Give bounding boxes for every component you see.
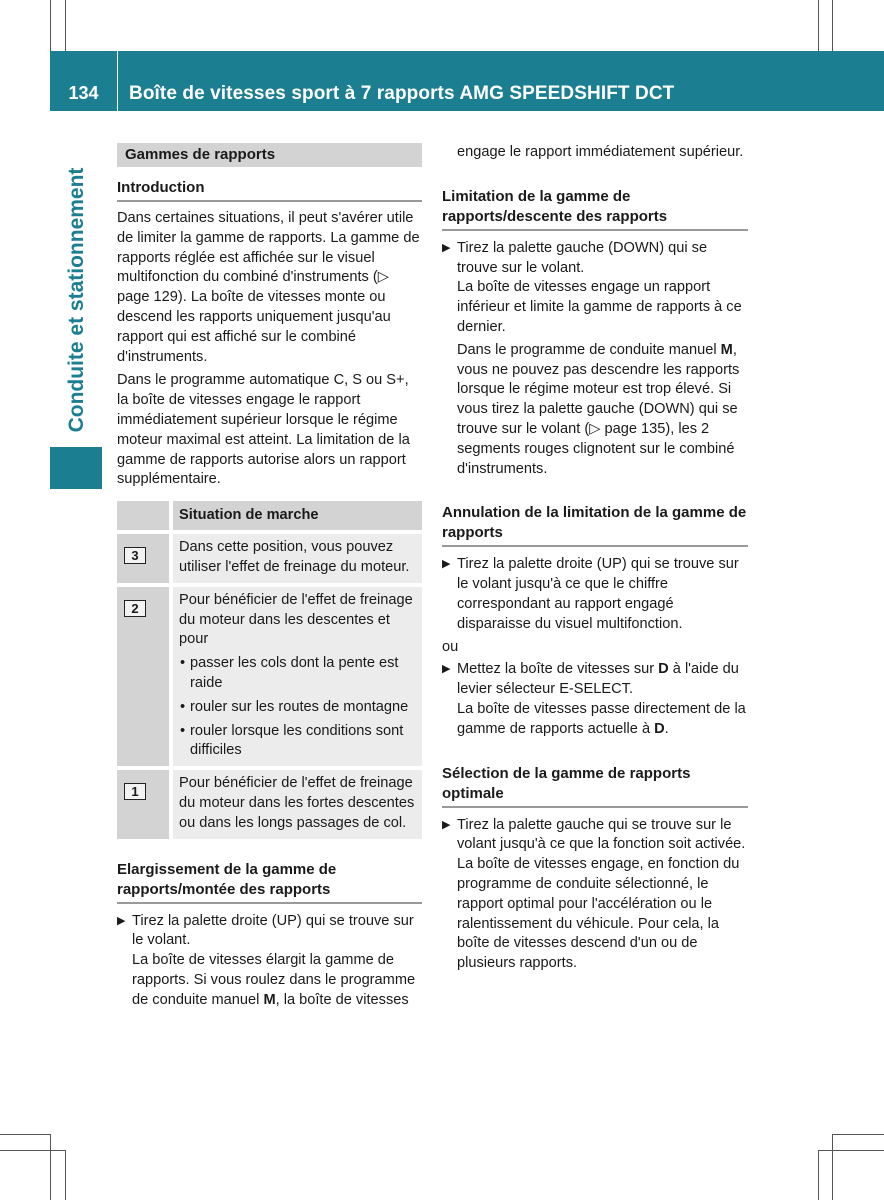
gear-2-symbol: 2 [124, 600, 146, 617]
list-item: • passer les cols dont la pente est raide [179, 654, 416, 694]
bullet-arrow-icon: ▶ [442, 558, 451, 571]
table-row [117, 587, 422, 766]
crop-mark [65, 1150, 66, 1200]
gear-cell [117, 534, 173, 583]
step-result [132, 951, 422, 1010]
instruction-step [442, 660, 748, 739]
step-result-text: La boîte de vitesses passe directement de la gamme de rapports actuelle à [457, 700, 746, 737]
gear-cell [117, 587, 173, 766]
list-item: • rouler sur les routes de montagne [179, 698, 416, 718]
step-note-text: , vous ne pouvez pas descendre les rapports lorsque le régime moteur est trop élevé. Si vous tirez la palette gauche (DOWN) qui se trouve sur le volant (▷ page 135), les 2 segments rouges clignotent sur le combiné d'instruments. [457, 341, 740, 477]
table-header-row [117, 501, 422, 530]
situation-text: Pour bénéficier de l'effet de freinage du moteur dans les descentes et pour [179, 591, 413, 648]
page-number: 134 [68, 83, 99, 103]
crop-mark [0, 1134, 50, 1135]
intro-heading: Introduction [117, 178, 422, 202]
situation-cell [173, 587, 422, 766]
left-column [117, 143, 422, 1011]
extend-heading: Elargissement de la gamme de rapports/montée des rapports [117, 860, 422, 904]
step-text-part: à l'aide du levier sélecteur E-SELECT. [457, 661, 739, 698]
step-result-text: La boîte de vitesses élargit la gamme de rapports. Si vous roulez dans le programme de conduite manuel [132, 952, 416, 1008]
step-note [457, 341, 748, 480]
bullet-arrow-icon: ▶ [117, 914, 126, 927]
list-item: • rouler lorsque les conditions sont difficiles [179, 722, 416, 762]
gear-letter: D [658, 661, 669, 678]
step-text: Tirez la palette gauche qui se trouve sur le volant jusqu'à ce que la fonction soit activée. [457, 816, 746, 853]
optimal-heading: Sélection de la gamme de rapports optimale [442, 764, 748, 808]
gear-range-table [117, 501, 422, 838]
header-bar [50, 51, 884, 111]
section-band: Gammes de rapports [117, 143, 422, 167]
mode-letter: M [263, 991, 276, 1008]
instruction-step [117, 912, 422, 1011]
situation-text: Pour bénéficier de l'effet de freinage du moteur dans les fortes descentes ou dans les longs passages de col. [173, 770, 422, 838]
step-result-text: . [664, 720, 669, 737]
crop-mark [50, 1134, 51, 1200]
bullet-arrow-icon: ▶ [442, 241, 451, 254]
step-text-part: Mettez la boîte de vitesses sur [457, 661, 659, 678]
or-text: ou [442, 638, 459, 655]
step-result [457, 700, 748, 740]
bullet-arrow-icon: ▶ [442, 663, 451, 676]
mode-letter: M [720, 341, 733, 358]
table-row [117, 534, 422, 583]
crop-mark [832, 0, 833, 51]
crop-mark [0, 1150, 66, 1151]
step-result-text: , la boîte de vitesses [275, 991, 409, 1008]
crop-mark [818, 1150, 884, 1151]
gear-letter: D [654, 720, 665, 737]
cancel-heading: Annulation de la limitation de la gamme de rapports [442, 503, 748, 547]
instruction-step [442, 816, 748, 974]
table-header-cell [117, 501, 173, 530]
bullet-arrow-icon: ▶ [442, 818, 451, 831]
crop-mark [832, 1134, 833, 1200]
limit-heading: Limitation de la gamme de rapports/descente des rapports [442, 187, 748, 231]
gear-3-symbol: 3 [124, 547, 146, 564]
intro-paragraph-1: Dans certaines situations, il peut s'avérer utile de limiter la gamme de rapports. La gamme de rapports réglée est affichée sur le visuel multifonction du combiné d'instruments (▷ page 129). La boîte de vitesses monte ou descend les rapports uniquement jusqu'au rapport qui est affiché sur le combiné d'instruments. [117, 210, 420, 365]
step-result: La boîte de vitesses engage, en fonction du programme de conduite sélectionné, le rapport optimal pour l'accélération ou le ralentissement du véhicule. Pour cela, la boîte de vitesses descend d'un ou de plusieurs rapports. [457, 856, 740, 972]
step-result: La boîte de vitesses engage un rapport inférieur et limite la gamme de rapports à ce dernier. [457, 279, 742, 335]
intro-paragraph-2: Dans le programme automatique C, S ou S+, la boîte de vitesses engage le rapport immédiatement supérieur lorsque le régime moteur maximal est atteint. La limitation de la gamme de rapports autorise alors un rapport supplémentaire. [117, 372, 410, 488]
right-column [442, 143, 748, 974]
crop-mark [818, 1150, 819, 1200]
crop-mark [65, 0, 66, 51]
step-text [457, 660, 748, 700]
chapter-tab [50, 447, 102, 489]
gear-cell [117, 770, 173, 838]
crop-mark [50, 0, 51, 51]
step-text: Tirez la palette droite (UP) qui se trouve sur le volant. [132, 912, 414, 949]
step-note-text: Dans le programme de conduite manuel [457, 341, 721, 358]
crop-mark [818, 0, 819, 51]
page-title: Boîte de vitesses sport à 7 rapports AMG SPEEDSHIFT DCT [129, 83, 675, 104]
crop-mark [832, 1134, 884, 1135]
situation-text: Dans cette position, vous pouvez utiliser l'effet de freinage du moteur. [173, 534, 422, 583]
gear-1-symbol: 1 [124, 783, 146, 800]
instruction-step [442, 555, 748, 634]
continued-text: engage le rapport immédiatement supérieur. [457, 144, 744, 160]
chapter-label: Conduite et stationnement [65, 167, 89, 433]
header-separator [117, 51, 118, 111]
instruction-step [442, 239, 748, 480]
table-header-label: Situation de marche [173, 501, 422, 530]
table-row [117, 770, 422, 838]
step-text: Tirez la palette gauche (DOWN) qui se trouve sur le volant. [457, 239, 708, 276]
step-text: Tirez la palette droite (UP) qui se trouve sur le volant jusqu'à ce que le chiffre correspondant au rapport engagé disparaisse du visuel multifonction. [457, 556, 739, 632]
